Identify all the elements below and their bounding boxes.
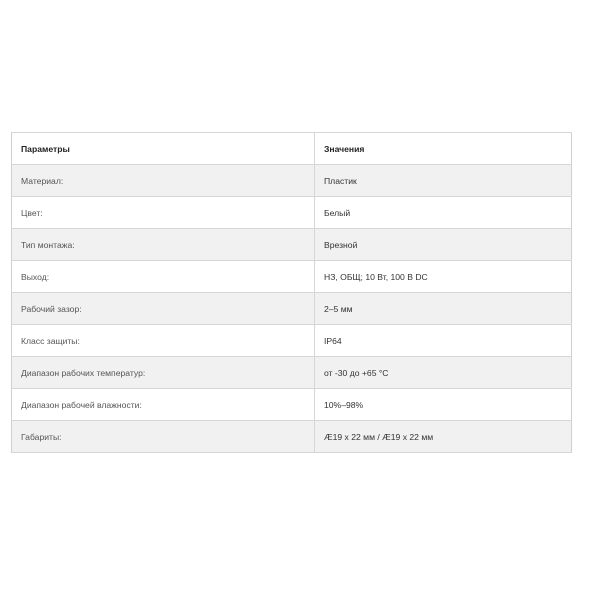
table-row xyxy=(12,325,572,357)
table-row xyxy=(12,357,572,389)
header-values: Значения xyxy=(315,133,572,165)
row-param-working-gap: Рабочий зазор: xyxy=(12,293,315,325)
row-param-dimensions: Габариты: xyxy=(12,421,315,453)
row-value-humidity-range: 10%–98% xyxy=(315,389,572,421)
row-param-output: Выход: xyxy=(12,261,315,293)
row-param-mount-type: Тип монтажа: xyxy=(12,229,315,261)
table-row xyxy=(12,165,572,197)
table-header-row xyxy=(12,133,572,165)
row-param-protection-class: Класс защиты: xyxy=(12,325,315,357)
specifications-table xyxy=(11,132,572,453)
row-value-mount-type: Врезной xyxy=(315,229,572,261)
row-param-material: Материал: xyxy=(12,165,315,197)
row-param-color: Цвет: xyxy=(12,197,315,229)
table-row xyxy=(12,197,572,229)
table-row xyxy=(12,229,572,261)
row-param-temperature-range: Диапазон рабочих температур: xyxy=(12,357,315,389)
table-row xyxy=(12,293,572,325)
row-value-working-gap: 2–5 мм xyxy=(315,293,572,325)
table-row xyxy=(12,261,572,293)
row-value-temperature-range: от -30 до +65 °C xyxy=(315,357,572,389)
table-row xyxy=(12,421,572,453)
row-param-humidity-range: Диапазон рабочей влажности: xyxy=(12,389,315,421)
row-value-material: Пластик xyxy=(315,165,572,197)
row-value-output: НЗ, ОБЩ; 10 Вт, 100 В DC xyxy=(315,261,572,293)
header-parameters: Параметры xyxy=(12,133,315,165)
table-row xyxy=(12,389,572,421)
row-value-dimensions: Æ19 x 22 мм / Æ19 x 22 мм xyxy=(315,421,572,453)
row-value-color: Белый xyxy=(315,197,572,229)
row-value-protection-class: IP64 xyxy=(315,325,572,357)
